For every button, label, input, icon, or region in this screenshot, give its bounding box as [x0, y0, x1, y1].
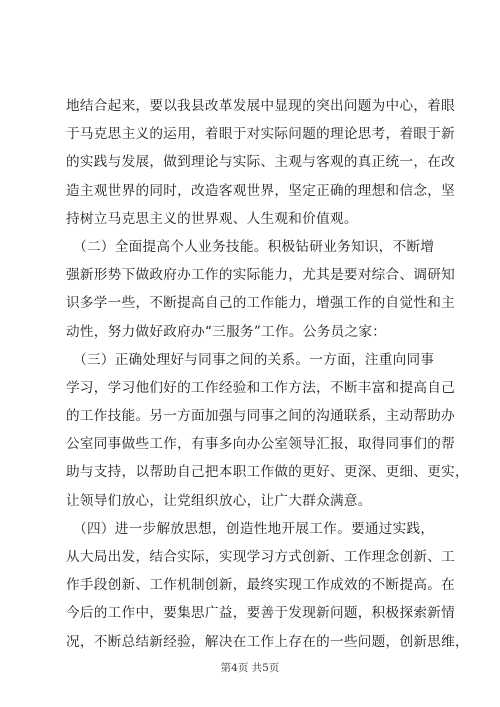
text-line: 况，不断总结新经验，解决在工作上存在的一些问题，创新思维，: [66, 633, 469, 650]
text-line: （二）全面提高个人业务技能。积极钻研业务知识，不断增: [66, 238, 435, 255]
text-line: 识多学一些，不断提高自己的工作能力，增强工作的自觉性和主: [66, 295, 456, 312]
text-line: 持树立马克思主义的世界观、人生观和价值观。: [66, 210, 358, 227]
text-line: 助与支持，以帮助自己把本职工作做的更好、更深、更细、更实，: [66, 464, 469, 481]
text-line: 今后的工作中，要集思广益，要善于发现新问题，积极探索新情: [66, 605, 456, 622]
text-line: 动性，努力做好政府办“三服务”工作。公务员之家：: [66, 323, 387, 340]
page-number-footer: 第4页 共5页: [220, 662, 280, 674]
text-line: （四）进一步解放思想，创造性地开展工作。要通过实践，: [66, 520, 435, 537]
text-line: 让领导们放心，让党组织放心，让广大群众满意。: [66, 492, 372, 509]
text-line: 强新形势下做政府办工作的实际能力，尤其是要对综合、调研知: [66, 267, 456, 284]
text-line: 公室同事做些工作，有事多向办公室领导汇报，取得同事们的帮: [66, 436, 456, 453]
text-line: 作手段创新、工作机制创新，最终实现工作成效的不断提高。在: [66, 577, 456, 594]
text-line: 学习，学习他们好的工作经验和工作方法，不断丰富和提高自己: [66, 379, 456, 396]
text-line: 从大局出发，结合实际，实现学习方式创新、工作理念创新、工: [66, 549, 456, 565]
text-line: 的实践与发展，做到理论与实际、主观与客观的真正统一，在改: [66, 154, 456, 171]
text-line: 的工作技能。另一方面加强与同事之间的沟通联系，主动帮助办: [66, 408, 456, 425]
text-line: 于马克思主义的运用，着眼于对实际问题的理论思考，着眼于新: [66, 126, 456, 143]
document-body: [66, 92, 469, 656]
text-line: （三）正确处理好与同事之间的关系。一方面，注重向同事: [66, 351, 435, 368]
text-line: 地结合起来，要以我县改革发展中显现的突出问题为中心，着眼: [66, 98, 456, 114]
text-line: 造主观世界的同时，改造客观世界，坚定正确的理想和信念，坚: [66, 182, 456, 199]
